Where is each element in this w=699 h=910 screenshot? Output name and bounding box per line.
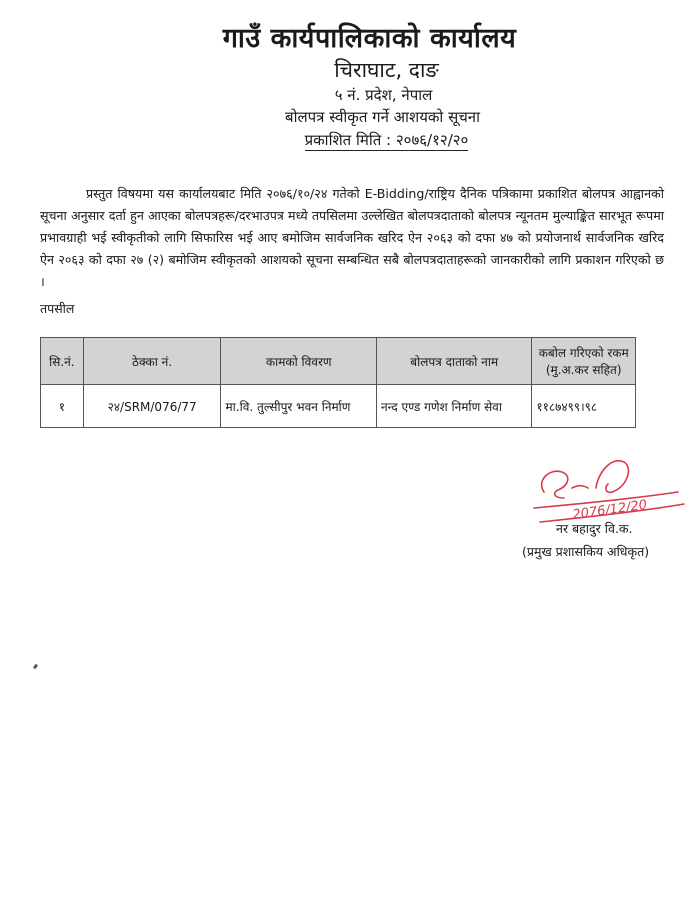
header-bid-amount: कबोल गरिएको रकम (मु.अ.कर सहित) bbox=[532, 338, 636, 385]
header-serial: सि.नं. bbox=[41, 338, 84, 385]
signatory-name: नर बहादुर वि.क. bbox=[556, 521, 633, 536]
cell-bid-amount: ११८७४९९।९८ bbox=[532, 385, 636, 428]
cell-contract-no: २४/SRM/076/77 bbox=[83, 385, 221, 428]
bid-table bbox=[40, 337, 636, 428]
letterhead bbox=[0, 22, 699, 152]
publish-date: प्रकाशित मिति : २०७६/१२/२० bbox=[304, 131, 469, 149]
handwritten-date: 2076/12/20 bbox=[571, 497, 648, 523]
province-line: ५ नं. प्रदेश, नेपाल bbox=[334, 86, 433, 104]
office-name: गाउँ कार्यपालिकाको कार्यालय bbox=[222, 23, 517, 54]
notice-paragraph: प्रस्तुत विषयमा यस कार्यालयबाट मिति २०७६/१०/२४ गतेको E-Bidding/राष्ट्रिय दैनिक पत्रिकामा प्रकाशित बोलपत्र आह्वानको सूचना अनुसार दर्ता हुन आएका बोलपत्रहरू/दरभाउपत्र मध्ये तपसिलमा उल्लेखित बोलपत्रदाताको बोलपत्र न्यूनतम मुल्याङ्कित सारभूत रूपमा प्रभावग्राही भई स्वीकृतीको लागि सिफारिस भई आए बमोजिम सार्वजनिक खरिद ऐन २०६३ को दफा ४७ को प्रयोजनार्थ सार्वजनिक खरिद ऐन २०६३ को दफा २७ (२) बमोजिम स्वीकृतको आशयको सूचना सम्बन्धित सबै बोलपत्रदाताहरूको जानकारीको लागि प्रकाशन गरिएको छ । bbox=[40, 186, 664, 289]
tapsil-label: तपसील bbox=[40, 301, 75, 316]
table-row bbox=[41, 385, 636, 428]
header-bidder-name: बोलपत्र दाताको नाम bbox=[377, 338, 532, 385]
signatory-title: (प्रमुख प्रशासकिय अधिकृत) bbox=[522, 544, 650, 559]
cell-work-description: मा.वि. तुल्सीपुर भवन निर्माण bbox=[221, 385, 377, 428]
cell-bidder-name: नन्द एण्ड गणेश निर्माण सेवा bbox=[377, 385, 532, 428]
notice-title: बोलपत्र स्वीकृत गर्ने आशयको सूचना bbox=[285, 108, 480, 126]
header-contract-no: ठेक्का नं. bbox=[83, 338, 221, 385]
office-location: चिराघाट, दाङ bbox=[334, 58, 439, 82]
cell-serial: १ bbox=[41, 385, 84, 428]
table-header-row bbox=[41, 338, 636, 385]
header-work-description: कामको विवरण bbox=[221, 338, 377, 385]
scan-speck bbox=[33, 664, 38, 670]
